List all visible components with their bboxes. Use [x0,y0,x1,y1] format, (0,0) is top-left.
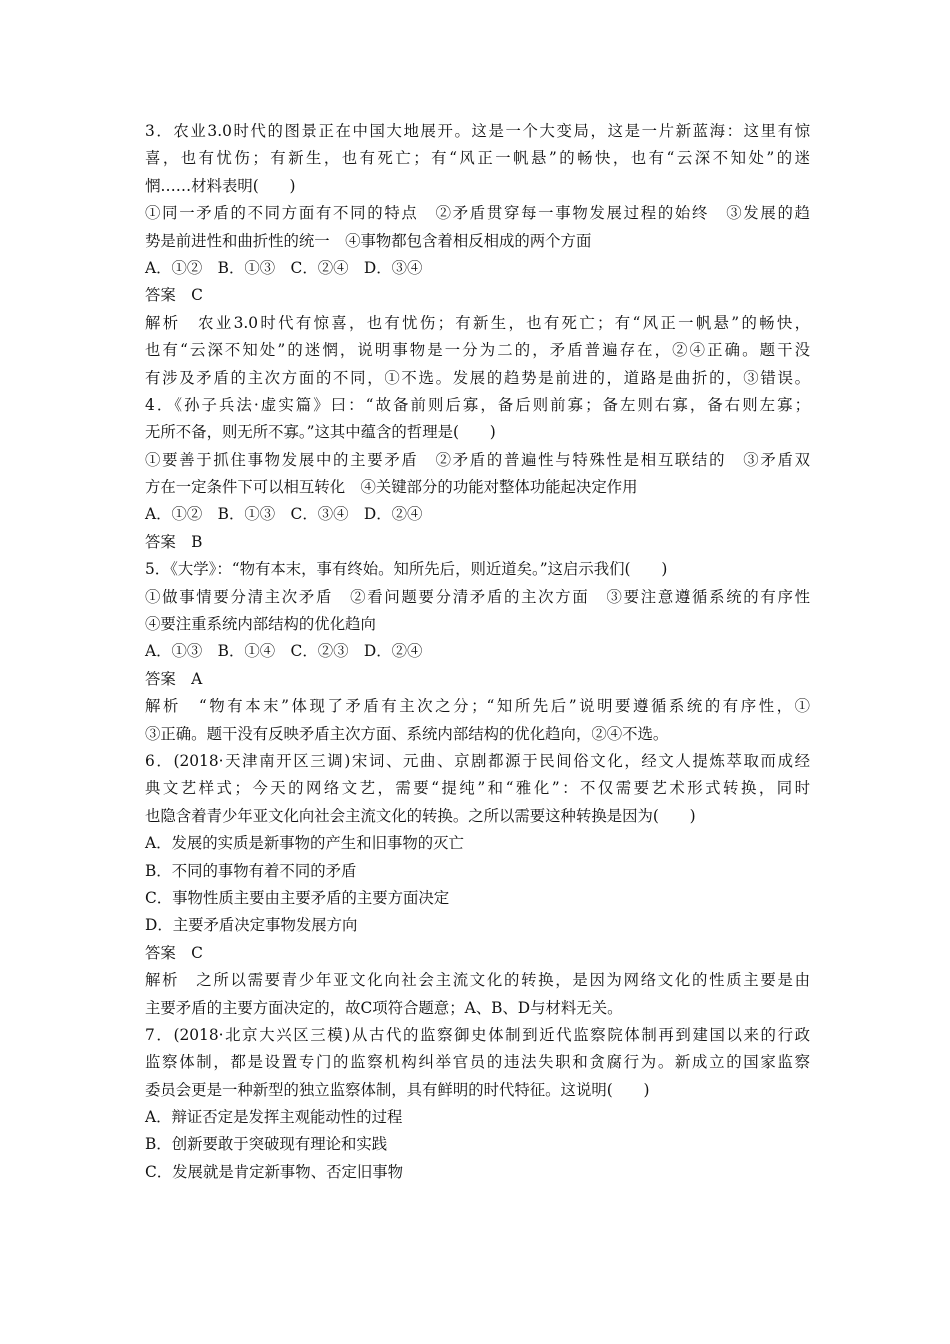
q4-statements-line-2: 方在一定条件下可以相互转化 ④关键部分的功能对整体功能起决定作用 [145,478,638,497]
q3-statements-line-1: ①同一矛盾的不同方面有不同的特点 ②矛盾贯穿每一事物发展过程的始终 ③发展的趋 [145,204,810,223]
q6-stem-line-2: 典文艺样式；今天的网络文艺，需要“提纯”和“雅化”：不仅需要艺术形式转换，同时 [145,779,810,798]
q6-stem-line-3: 也隐含着青少年亚文化向社会主流文化的转换。之所以需要这种转换是因为( ) [145,806,696,825]
q3-answer: 答案 C [145,286,203,305]
q3-analysis-line-3: 有涉及矛盾的主次方面的不同，①不选。发展的趋势是前进的，道路是曲折的，③错误。 [145,368,810,387]
q5-statements-line-2: ④要注重系统内部结构的优化趋向 [145,615,376,634]
q5-statements-line-1: ①做事情要分清主次矛盾 ②看问题要分清矛盾的主次方面 ③要注意遵循系统的有序性 [145,587,810,606]
document-page [145,118,810,1186]
q5-options: A．①③ B．①④ C．②③ D．②④ [145,642,423,661]
q7-stem-line-3: 委员会更是一种新型的独立监察体制，具有鲜明的时代特征。这说明( ) [145,1080,650,1099]
q6-option-c: C．事物性质主要由主要矛盾的主要方面决定 [145,888,450,907]
q6-answer: 答案 C [145,943,203,962]
q7-option-c: C．发展就是肯定新事物、否定旧事物 [145,1162,404,1181]
q3-stem-line-3: 惘……材料表明( ) [145,176,296,195]
q3-stem-line-1: 3．农业3.0时代的图景正在中国大地展开。这是一个大变局，这是一片新蓝海：这里有惊 [145,122,810,140]
q7-option-b: B．创新要敢于突破现有理论和实践 [145,1135,388,1154]
q5-answer: 答案 A [145,669,203,688]
q3-stem-line-2: 喜，也有忧伤；有新生，也有死亡；有“风正一帆悬”的畅快，也有“云深不知处”的迷 [145,149,810,168]
q7-option-a: A．辩证否定是发挥主观能动性的过程 [145,1108,403,1127]
q4-stem-line-1: 4．《孙子兵法·虚实篇》曰：“故备前则后寡，备后则前寡；备左则右寡，备右则左寡； [145,395,810,414]
q5-analysis-line-1: 解析 “物有本末”体现了矛盾有主次之分；“知所先后”说明要遵循系统的有序性，① [145,697,810,716]
q6-stem-line-1: 6．(2018·天津南开区三调)宋词、元曲、京剧都源于民间俗文化，经文人提炼萃取而成经 [145,751,810,770]
q7-stem-line-1: 7．(2018·北京大兴区三模)从古代的监察御史体制到近代监察院体制再到建国以来的行政 [145,1025,810,1044]
q4-answer: 答案 B [145,532,203,551]
q4-stem-line-2: 无所不备，则无所不寡。”这其中蕴含的哲理是( ) [145,423,496,442]
q3-options: A．①② B．①③ C．②④ D．③④ [145,258,423,277]
q3-analysis-line-2: 也有“云深不知处”的迷惘，说明事物是一分为二的，矛盾普遍存在，②④正确。题干没 [145,341,810,360]
q5-stem: 5．《大学》：“物有本末，事有终始。知所先后，则近道矣。”这启示我们( ) [145,560,668,579]
q5-analysis-line-2: ③正确。题干没有反映矛盾主次方面、系统内部结构的优化趋向，②④不选。 [145,724,669,743]
q4-options: A．①② B．①③ C．③④ D．②④ [145,505,423,524]
q6-option-a: A．发展的实质是新事物的产生和旧事物的灭亡 [145,834,464,853]
q3-statements-line-2: 势是前进性和曲折性的统一 ④事物都包含着相反相成的两个方面 [145,231,592,250]
q7-stem-line-2: 监察体制，都是设置专门的监察机构纠举官员的违法失职和贪腐行为。新成立的国家监察 [145,1053,810,1072]
q6-option-b: B．不同的事物有着不同的矛盾 [145,861,357,880]
q4-statements-line-1: ①要善于抓住事物发展中的主要矛盾 ②矛盾的普遍性与特殊性是相互联结的 ③矛盾双 [145,450,810,469]
q6-analysis-line-1: 解析 之所以需要青少年亚文化向社会主流文化的转换，是因为网络文化的性质主要是由 [145,971,810,990]
q6-analysis-line-2: 主要矛盾的主要方面决定的，故C项符合题意；A、B、D与材料无关。 [145,998,623,1017]
q6-option-d: D．主要矛盾决定事物发展方向 [145,916,358,935]
q3-analysis-line-1: 解析 农业3.0时代有惊喜，也有忧伤；有新生，也有死亡；有“风正一帆悬”的畅快， [145,313,810,332]
